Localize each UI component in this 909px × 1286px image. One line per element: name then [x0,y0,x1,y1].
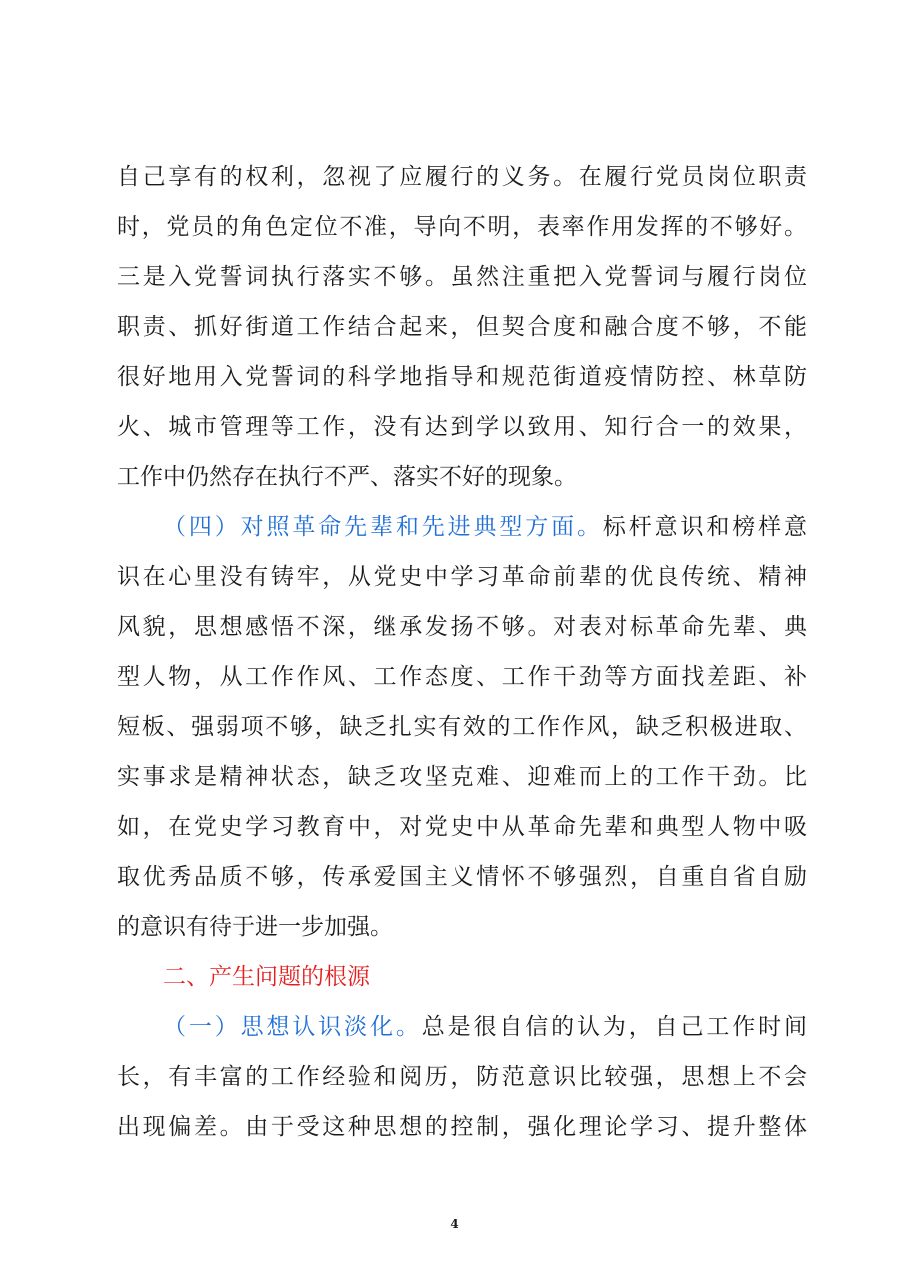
body-line: 时，党员的角色定位不准，导向不明，表率作用发挥的不够好。 [117,214,807,240]
body-line: 短板、强弱项不够，缺乏扎实有效的工作作风，缺乏积极进取、 [117,714,807,740]
paragraph-text: 标杆意识和榜样意 [602,514,807,540]
page-number: 4 [450,1217,459,1231]
body-line: 自己享有的权利，忽视了应履行的义务。在履行党员岗位职责 [117,164,807,190]
part-heading: 二、产生问题的根源 [163,964,370,990]
section-heading: （一）思想认识淡化。 [163,1014,422,1040]
section-heading: （四）对照革命先辈和先进典型方面。 [163,514,603,540]
body-line: 火、城市管理等工作，没有达到学以致用、知行合一的效果， [117,414,807,440]
body-line: 取优秀品质不够，传承爱国主义情怀不够强烈，自重自省自励 [117,864,807,890]
body-line: 如，在党史学习教育中，对党史中从革命先辈和典型人物中吸 [117,814,807,840]
body-line: 很好地用入党誓词的科学地指导和规范街道疫情防控、林草防 [117,364,807,390]
body-line: 出现偏差。由于受这种思想的控制，强化理论学习、提升整体 [117,1114,807,1140]
body-line: 的意识有待于进一步加强。 [117,914,393,940]
paragraph-first-line [163,1016,807,1039]
body-line: 实事求是精神状态，缺乏攻坚克难、迎难而上的工作干劲。比 [117,764,807,790]
paragraph-text: 总是很自信的认为，自己工作时间 [421,1014,807,1040]
body-line: 长，有丰富的工作经验和阅历，防范意识比较强，思想上不会 [117,1064,807,1090]
body-line: 三是入党誓词执行落实不够。虽然注重把入党誓词与履行岗位 [117,264,807,290]
body-line: 职责、抓好街道工作结合起来，但契合度和融合度不够，不能 [117,314,807,340]
body-line: 风貌，思想感悟不深，继承发扬不够。对表对标革命先辈、典 [117,614,807,640]
body-line: 工作中仍然存在执行不严、落实不好的现象。 [117,464,577,490]
body-line: 识在心里没有铸牢，从党史中学习革命前辈的优良传统、精神 [117,564,807,590]
body-line: 型人物，从工作作风、工作态度、工作干劲等方面找差距、补 [117,664,807,690]
paragraph-first-line [163,516,807,539]
